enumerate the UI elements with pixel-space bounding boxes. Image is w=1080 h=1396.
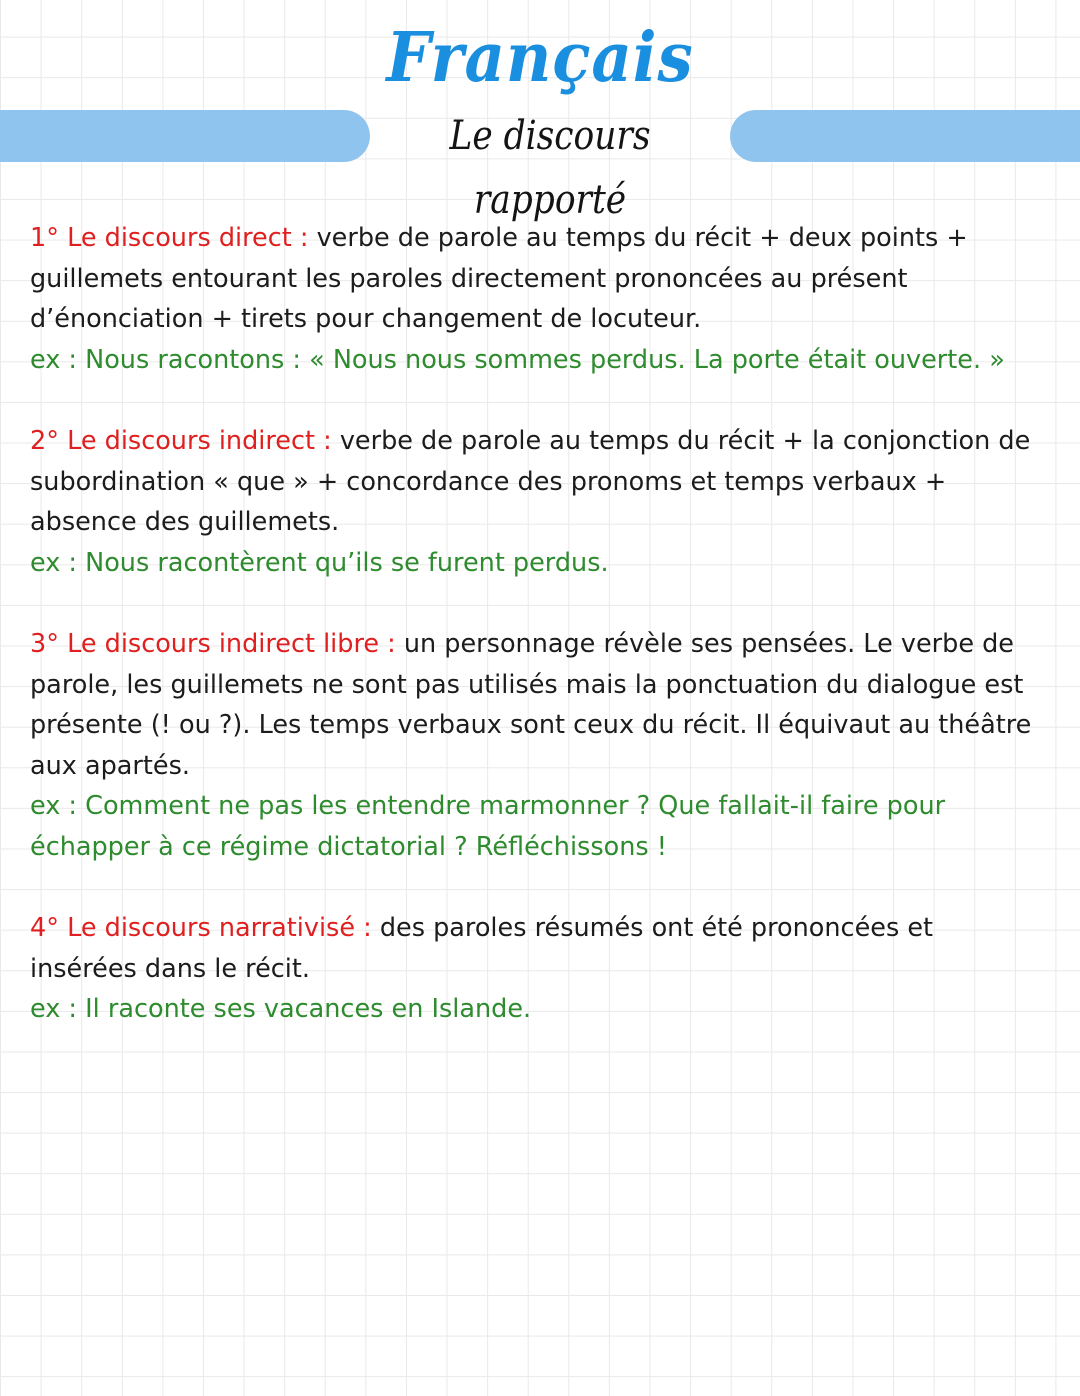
section-example: ex : Nous racontons : « Nous nous sommes perdus. La porte était ouverte. » (30, 344, 1005, 375)
section-example: ex : Il raconte ses vacances en Islande. (30, 994, 532, 1025)
section-discours-indirect-libre (30, 624, 1040, 868)
section-example: ex : Comment ne pas les entendre marmonner ? Que fallait-il faire pour échapper à ce régime dictatorial ? Réfléchissons ! (30, 791, 946, 862)
section-text: verbe de parole au temps du récit + la conjonction de subordination « que » + concordance des pronoms et temps verbaux + absence des guillemets. (30, 425, 1031, 538)
section-heading: 4° Le discours narrativisé : (30, 913, 372, 944)
page-title: Français (386, 18, 694, 98)
section-discours-indirect (30, 421, 1040, 583)
section-heading: 1° Le discours direct : (30, 223, 309, 253)
section-text: un personnage révèle ses pensées. Le verbe de parole, les guillemets ne sont pas utilisés mais la ponctuation du dialogue est présente (! ou ?). Les temps verbaux sont ceux du récit. Il équivaut au théâtre aux apartés. (30, 628, 1032, 781)
section-text: des paroles résumés ont été prononcées et insérées dans le récit. (30, 913, 934, 984)
section-heading: 3° Le discours indirect libre : (30, 628, 396, 659)
section-definition (30, 421, 1040, 543)
section-definition (30, 624, 1040, 786)
section-spacer (30, 583, 1040, 624)
section-spacer (30, 380, 1040, 421)
subtitle-band-right (730, 110, 1080, 162)
subtitle-band-left (0, 110, 370, 162)
section-example: ex : Nous racontèrent qu’ils se furent perdus. (30, 547, 609, 578)
section-discours-direct (30, 218, 1040, 380)
section-definition (30, 218, 1040, 340)
section-spacer (30, 868, 1040, 909)
section-heading: 2° Le discours indirect : (30, 425, 332, 456)
notes-content (30, 218, 1040, 1030)
section-definition (30, 908, 1040, 989)
page-subtitle: Le discours rapporté (449, 113, 651, 223)
section-discours-narrativise (30, 908, 1040, 1030)
section-text: verbe de parole au temps du récit + deux points + guillemets entourant les paroles directement prononcées au présent d’énonciation + tirets pour changement de locuteur. (30, 223, 968, 335)
